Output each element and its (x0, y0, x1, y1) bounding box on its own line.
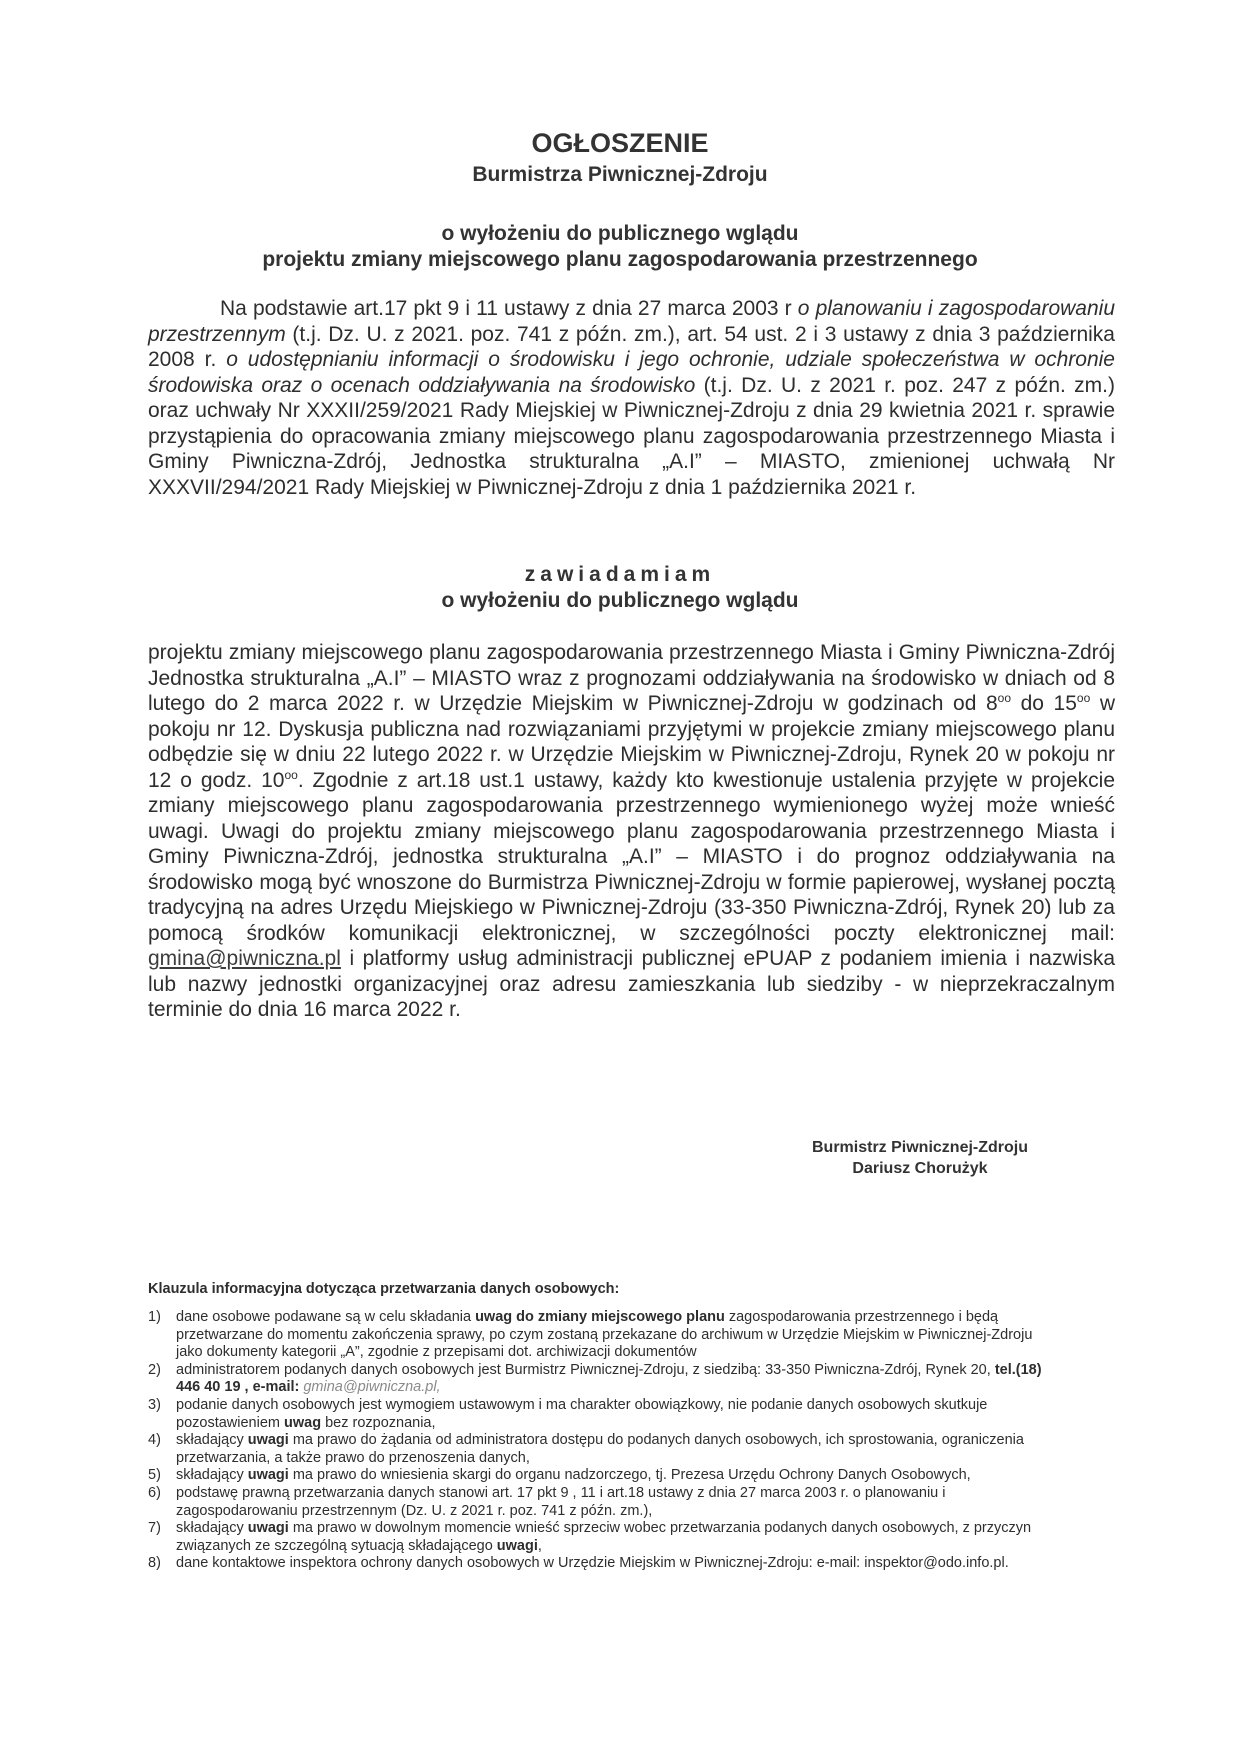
notify-heading: zawiadamiam (524, 563, 716, 586)
clause-text: ma prawo w dowolnym momencie wnieść sprzeciw wobec przetwarzania podanych danych osobowych, z przyczyn związanych ze szczególną sytuacją składającego (176, 1520, 1032, 1554)
body-paragraph (148, 640, 1115, 1023)
clause-bold: uwagi (247, 1432, 289, 1449)
clause-text: dane kontaktowe inspektora ochrony danych osobowych w Urzędzie Miejskim w Piwnicznej-Zdroju: e-mail: inspektor@odo.info.pl. (176, 1555, 1009, 1572)
clause-item (148, 1555, 1048, 1573)
clause-item (148, 1309, 1048, 1362)
clause-title: Klauzula informacyjna dotycząca przetwarzania danych osobowych: (148, 1281, 620, 1297)
hour-superscript: oo (284, 767, 298, 782)
clause-email-link[interactable]: gmina@piwniczna.pl, (299, 1379, 441, 1396)
clause-bold: uwagi (247, 1520, 289, 1537)
clause-number: 7) (148, 1520, 161, 1537)
heading-line-1: o wyłożeniu do publicznego wglądu (441, 222, 799, 245)
heading-line-2: projektu zmiany miejscowego planu zagospodarowania przestrzennego (262, 248, 978, 271)
clause-item (148, 1467, 1048, 1485)
clause-item (148, 1397, 1048, 1432)
clause-text: administratorem podanych danych osobowych jest Burmistrz Piwnicznej-Zdroju, z siedzibą: 33-350 Piwniczna-Zdrój, Rynek 20, (176, 1361, 995, 1378)
clause-text: składający (176, 1467, 248, 1484)
intro-text-a: Na podstawie art.17 pkt 9 i 11 ustawy z dnia 27 marca 2003 r (220, 297, 798, 320)
body-text-e: i platformy usług administracji publicznej ePUAP z podaniem imienia i nazwiska lub nazwy jednostki organizacyjnej oraz adresu zamieszkania lub siedziby - w nieprzekraczalnym terminie do dnia 16 marca 2022 r. (148, 947, 1115, 1021)
clause-text: bez rozpoznania, (321, 1414, 436, 1431)
clause-number: 2) (148, 1361, 161, 1378)
clause-text: podanie danych osobowych jest wymogiem ustawowym i ma charakter obowiązkowy, nie podanie danych osobowych skutkuje pozostawieniem (176, 1396, 988, 1431)
clause-item (148, 1520, 1048, 1555)
clause-number: 6) (148, 1484, 161, 1501)
intro-paragraph (148, 296, 1115, 500)
body-text-c: w pokoju nr 12. Dyskusja publiczna nad rozwiązaniami przyjętymi w projekcie zmiany miejscowego planu odbędzie się w dniu 22 lutego 2022 r. w Urzędzie Miejskim w Piwnicznej-Zdroju, Rynek 20 w pokoju nr 12 o godz. 10 (148, 692, 1115, 792)
clause-bold: uwag do zmiany miejscowego planu (475, 1309, 725, 1325)
clause-text: dane osobowe podawane są w celu składania (176, 1309, 476, 1325)
notify-subheading: o wyłożeniu do publicznego wglądu (441, 589, 799, 612)
clause-list (148, 1309, 1048, 1573)
body-text-b: do 15 (1011, 692, 1077, 715)
clause-number: 1) (148, 1309, 161, 1325)
clause-item (148, 1485, 1048, 1520)
clause-bold: uwagi (247, 1467, 289, 1484)
document-title: OGŁOSZENIE (531, 128, 709, 158)
clause-text: podstawę prawną przetwarzania danych stanowi art. 17 pkt 9 , 11 i art.18 ustawy z dnia 27 marca 2003 r. o planowaniu i zagospodarowaniu przestrzennym (Dz. U. z 2021 r. poz. 741 z późn. zm.), (176, 1484, 946, 1519)
clause-text: ma prawo do żądania od administratora dostępu do podanych danych osobowych, ich sprostowania, ograniczenia przetwarzania, a także prawo do przenoszenia danych, (176, 1432, 1024, 1466)
signature-block (770, 1137, 1070, 1179)
signature-role: Burmistrz Piwnicznej-Zdroju (811, 1139, 1028, 1156)
clause-text: składający (176, 1520, 248, 1537)
intro-act-title-1: o planowaniu i zagospodarowaniu przestrzennym (148, 297, 1116, 346)
clause-number: 3) (148, 1396, 161, 1413)
email-link[interactable]: gmina@piwniczna.pl (148, 947, 341, 970)
body-text-a: projektu zmiany miejscowego planu zagospodarowania przestrzennego Miasta i Gminy Piwniczna-Zdrój Jednostka strukturalna „A.I” – MIASTO wraz z prognozami oddziaływania na środowisko w dniach od 8 lutego do 2 marca 2022 r. w Urzędzie Miejskim w Piwnicznej-Zdroju w godzinach od 8 (148, 641, 1115, 715)
clause-item (148, 1432, 1048, 1467)
signature-name: Dariusz Chorużyk (852, 1160, 988, 1177)
clause-bold: tel.(18) 446 40 19 , e-mail: (176, 1361, 1042, 1396)
intro-text-c: (t.j. Dz. U. z 2021. poz. 741 z późn. zm.), art. 54 ust. 2 i 3 ustawy z dnia 3 października 2008 r. (148, 322, 1115, 371)
clause-text: ma prawo do wniesienia skargi do organu nadzorczego, tj. Prezesa Urzędu Ochrony Danych Osobowych, (288, 1467, 971, 1484)
document-subtitle: Burmistrza Piwnicznej-Zdroju (472, 163, 768, 186)
hour-superscript: oo (997, 691, 1011, 705)
clause-bold: uwagi (496, 1537, 538, 1554)
body-text-d: . Zgodnie z art.18 ust.1 ustawy, każdy kto kwestionuje ustalenia przyjęte w projekcie zmiany miejscowego planu zagospodarowania przestrzennego wymienionego wyżej może wnieść uwagi. Uwagi do projektu zmiany miejscowego planu zagospodarowania przestrzennego Miasta i Gminy Piwniczna-Zdrój, jednostka strukturalna „A.I” – MIASTO i do prognoz oddziaływania na środowisko mogą być wnoszone do Burmistrza Piwnicznej-Zdroju w formie papierowej, wysłanej pocztą tradycyjną na adres Urzędu Miejskiego w Piwnicznej-Zdroju (33-350 Piwniczna-Zdrój, Rynek 20) lub za pomocą środków komunikacji elektronicznej, w szczególności poczty elektronicznej mail: (148, 768, 1115, 945)
clause-number: 5) (148, 1467, 161, 1484)
hour-superscript: oo (1076, 691, 1091, 705)
clause-number: 8) (148, 1555, 161, 1572)
clause-text: , (537, 1537, 542, 1554)
clause-item (148, 1362, 1048, 1397)
intro-text-e: (t.j. Dz. U. z 2021 r. poz. 247 z późn. zm.) oraz uchwały Nr XXXII/259/2021 Rady Miejskiej w Piwnicznej-Zdroju z dnia 29 kwietnia 2021 r. sprawie przystąpienia do opracowania zmiany miejscowego planu zagospodarowania przestrzennego Miasta i Gminy Piwniczna-Zdrój, Jednostka strukturalna „A.I” – MIASTO, zmienionej uchwałą Nr XXXVII/294/2021 Rady Miejskiej w Piwnicznej-Zdroju z dnia 1 października 2021 r. (148, 373, 1115, 499)
clause-text: zagospodarowania przestrzennego i będą przetwarzane do momentu zakończenia sprawy, po czym zostaną przekazane do archiwum w Urzędzie Miejskim w Piwnicznej-Zdroju jako dokumenty kategorii „A”, zgodnie z przepisami dot. archiwizacji dokumentów (176, 1309, 1033, 1361)
clause-text: składający (176, 1432, 248, 1449)
clause-number: 4) (148, 1432, 161, 1449)
intro-act-title-2: o udostępnianiu informacji o środowisku i jego ochronie, udziale społeczeństwa w ochronie środowiska oraz o ocenach oddziaływania na środowisko (148, 348, 1115, 397)
clause-bold: uwag (284, 1414, 322, 1431)
